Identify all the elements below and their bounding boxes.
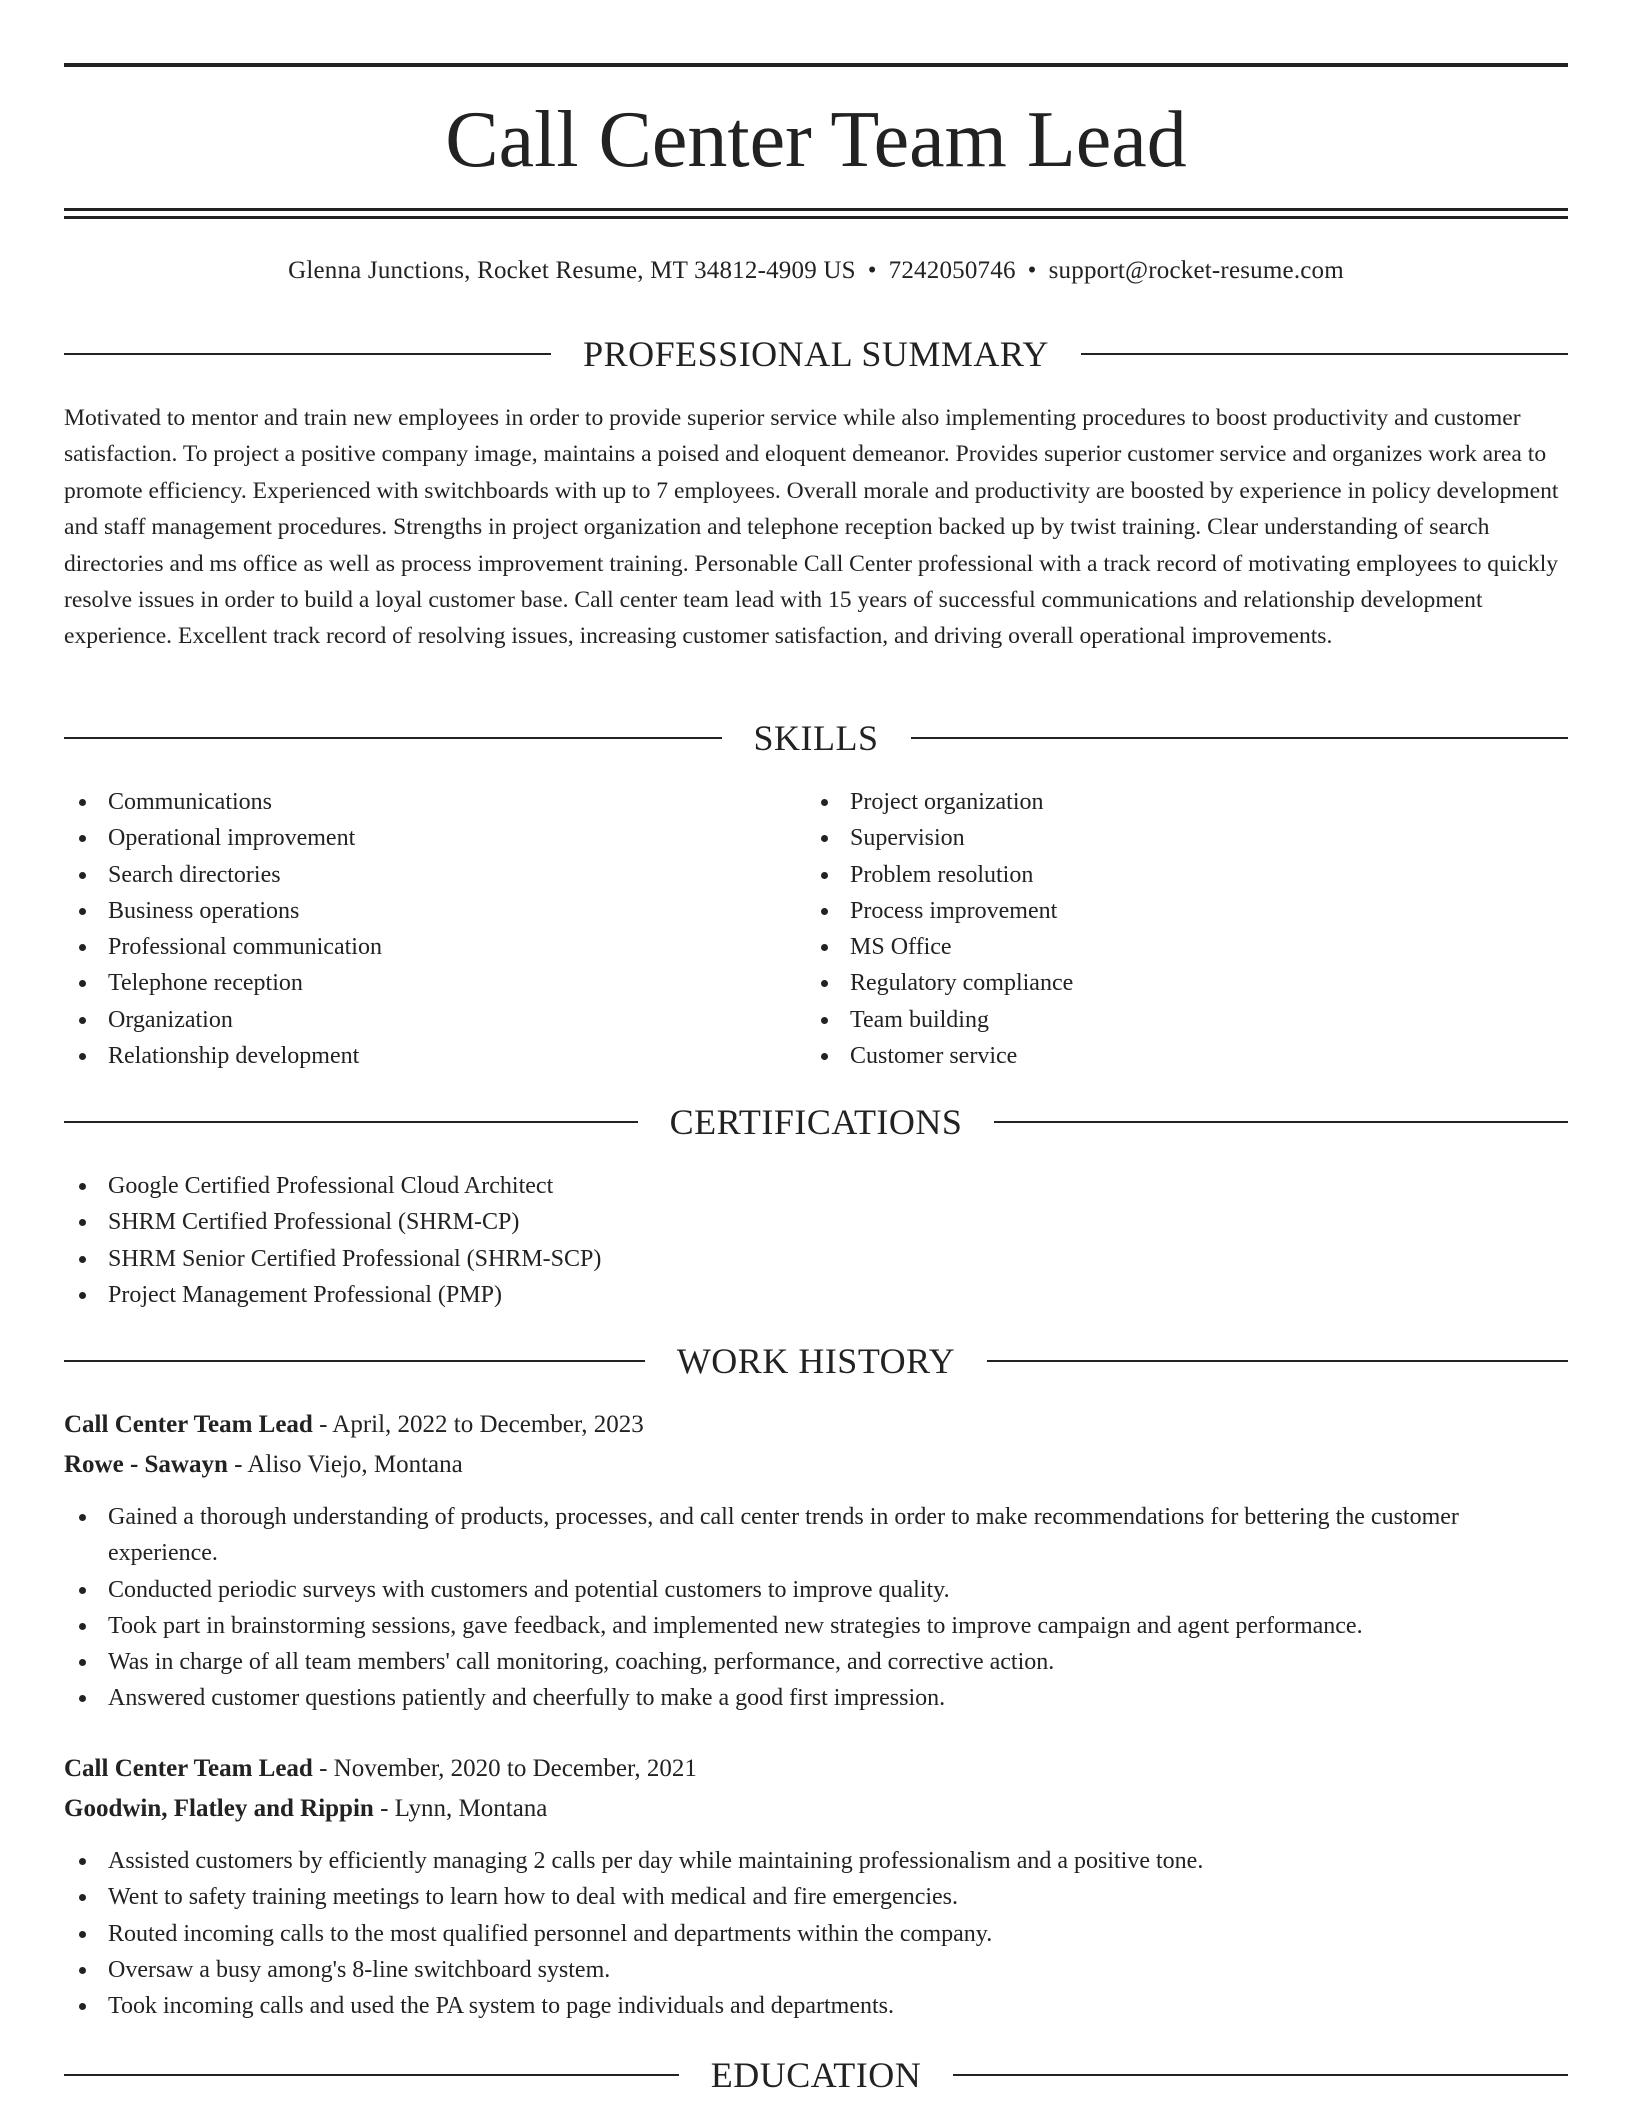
section-title: EDUCATION <box>710 2055 922 2095</box>
job-title-line <box>64 1407 1568 1443</box>
list-item: Gained a thorough understanding of products, processes, and call center trends in order to make recommendations for bettering the customer experience. <box>64 1499 1568 1572</box>
list-item: Process improvement <box>806 893 1506 929</box>
heading-rule <box>911 737 1569 739</box>
list-item: Communications <box>64 784 764 820</box>
skills-list-right <box>806 784 1506 1074</box>
job-title: Call Center Team Lead <box>64 1411 313 1438</box>
job-company-line <box>64 1791 1568 1827</box>
list-item: Operational improvement <box>64 820 764 856</box>
resume-title: Call Center Team Lead <box>445 96 1187 184</box>
heading-rule <box>64 353 551 355</box>
certifications-list <box>64 1168 1568 1313</box>
contact-line <box>64 254 1568 288</box>
contact-phone: 7242050746 <box>888 257 1016 284</box>
list-item: Google Certified Professional Cloud Architect <box>64 1168 1568 1204</box>
contact-address: Glenna Junctions, Rocket Resume, MT 34812-4909 US <box>288 257 856 284</box>
section-heading-certifications <box>64 1100 1568 1144</box>
list-item: Relationship development <box>64 1038 764 1074</box>
job-company-line <box>64 1447 1568 1483</box>
list-item: Assisted customers by efficiently managing 2 calls per day while maintaining professionalism and a positive tone. <box>64 1843 1568 1879</box>
list-item: Went to safety training meetings to learn how to deal with medical and fire emergencies. <box>64 1879 1568 1915</box>
skills-list-left <box>64 784 764 1074</box>
summary-text: Motivated to mentor and train new employees in order to provide superior service while also implementing procedures to boost productivity and customer satisfaction. To project a positive company image, maintains a poised and eloquent demeanor. Provides superior customer service and organizes work area to promote efficiency. Experienced with switchboards with up to 7 employees. Overall morale and productivity are boosted by experience in policy development and staff management procedures. Strengths in project organization and telephone reception backed up by twist training. Clear understanding of search directories and ms office as well as process improvement training. Personable Call Center professional with a track record of motivating employees to quickly resolve issues in order to build a loyal customer base. Call center team lead with 15 years of successful communications and relationship development experience. Excellent track record of resolving issues, increasing customer satisfaction, and driving overall operational improvements. <box>64 405 1559 650</box>
list-item: Routed incoming calls to the most qualified personnel and departments within the company. <box>64 1916 1568 1952</box>
section-title: PROFESSIONAL SUMMARY <box>583 334 1049 374</box>
heading-rule <box>1081 353 1568 355</box>
heading-rule <box>64 737 722 739</box>
list-item: Organization <box>64 1002 764 1038</box>
heading-rule <box>64 2074 679 2076</box>
job-company: Rowe - Sawayn <box>64 1451 228 1478</box>
job-company: Goodwin, Flatley and Rippin <box>64 1795 374 1822</box>
section-heading-summary <box>64 332 1568 376</box>
header-top-rule <box>64 63 1568 67</box>
list-item: Was in charge of all team members' call monitoring, coaching, performance, and corrective action. <box>64 1644 1568 1680</box>
contact-email: support@rocket-resume.com <box>1048 257 1344 284</box>
header-bottom-rule <box>64 208 1568 211</box>
list-item: Search directories <box>64 857 764 893</box>
heading-rule <box>994 1121 1568 1123</box>
list-item: Conducted periodic surveys with customers and potential customers to improve quality. <box>64 1572 1568 1608</box>
list-item: SHRM Senior Certified Professional (SHRM-SCP) <box>64 1241 1568 1277</box>
list-item: Answered customer questions patiently and cheerfully to make a good first impression. <box>64 1680 1568 1716</box>
header-bottom-rule <box>64 216 1568 219</box>
job-bullets <box>64 1843 1568 2024</box>
section-heading-education <box>64 2053 1568 2097</box>
job-dates: - April, 2022 to December, 2023 <box>312 1411 644 1438</box>
section-title: SKILLS <box>753 718 879 758</box>
job-bullets <box>64 1499 1568 1717</box>
list-item: Telephone reception <box>64 965 764 1001</box>
job-title: Call Center Team Lead <box>64 1755 313 1782</box>
list-item: SHRM Certified Professional (SHRM-CP) <box>64 1204 1568 1240</box>
heading-rule <box>953 2074 1568 2076</box>
list-item: Team building <box>806 1002 1506 1038</box>
section-heading-skills <box>64 716 1568 760</box>
job-dates: - November, 2020 to December, 2021 <box>312 1755 697 1782</box>
list-item: MS Office <box>806 929 1506 965</box>
contact-separator: • <box>1027 257 1037 284</box>
heading-rule <box>64 1360 645 1362</box>
section-title: WORK HISTORY <box>676 1341 956 1381</box>
list-item: Professional communication <box>64 929 764 965</box>
job-title-line <box>64 1751 1568 1787</box>
list-item: Customer service <box>806 1038 1506 1074</box>
section-title: CERTIFICATIONS <box>669 1102 963 1142</box>
section-heading-work-history <box>64 1339 1568 1383</box>
list-item: Project Management Professional (PMP) <box>64 1277 1568 1313</box>
heading-rule <box>64 1121 638 1123</box>
job-location: - Aliso Viejo, Montana <box>227 1451 463 1478</box>
list-item: Took incoming calls and used the PA system to page individuals and departments. <box>64 1988 1568 2024</box>
list-item: Supervision <box>806 820 1506 856</box>
list-item: Regulatory compliance <box>806 965 1506 1001</box>
contact-separator: • <box>867 257 877 284</box>
job-location: - Lynn, Montana <box>373 1795 548 1822</box>
list-item: Took part in brainstorming sessions, gave feedback, and implemented new strategies to improve campaign and agent performance. <box>64 1608 1568 1644</box>
heading-rule <box>987 1360 1568 1362</box>
list-item: Project organization <box>806 784 1506 820</box>
list-item: Oversaw a busy among's 8-line switchboard system. <box>64 1952 1568 1988</box>
list-item: Problem resolution <box>806 857 1506 893</box>
list-item: Business operations <box>64 893 764 929</box>
